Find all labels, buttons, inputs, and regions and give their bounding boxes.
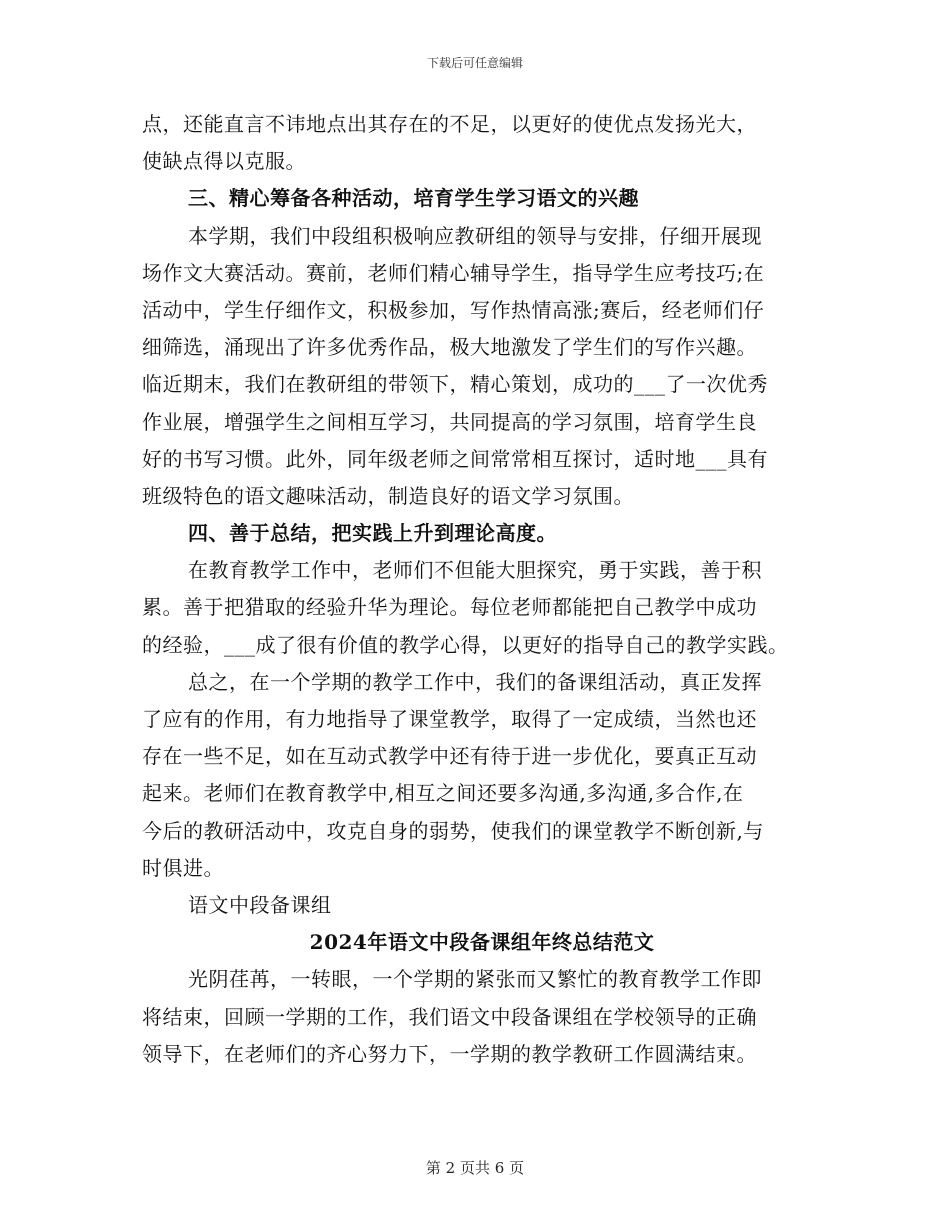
text-line: 将结束，回顾一学期的工作，我们语文中段备课组在学校领导的正确 (142, 1004, 757, 1029)
text-line: 使缺点得以克服。 (142, 149, 306, 174)
text-line: 存在一些不足，如在互动式教学中还有待于进一步优化，要真正互动 (142, 744, 757, 769)
text-line: 场作文大赛活动。赛前，老师们精心辅导学生，指导学生应考技巧;在 (142, 260, 765, 285)
text-line: 好的书写习惯。此外，同年级老师之间常常相互探讨，适时地___具有 (142, 446, 768, 471)
text-line: 总之，在一个学期的教学工作中，我们的备课组活动，真正发挥 (188, 669, 762, 694)
text-line: 累。善于把猎取的经验升华为理论。每位老师都能把自己教学中成功 (142, 595, 757, 620)
text-line: 了应有的作用，有力地指导了课堂教学，取得了一定成绩，当然也还 (142, 707, 757, 731)
document-title: 2024年语文中段备课组年终总结范文 (309, 930, 655, 955)
section-heading: 三、精心筹备各种活动，培育学生学习语文的兴趣 (188, 186, 639, 211)
text-line: 领导下，在老师们的齐心努力下，一学期的教学教研工作圆满结束。 (142, 1041, 757, 1066)
text-line: 临近期末，我们在教研组的带领下，精心策划，成功的___了一次优秀 (142, 372, 768, 397)
text-line: 活动中，学生仔细作文，积极参加，写作热情高涨;赛后，经老师们仔 (142, 297, 765, 322)
text-line: 起来。老师们在教育教学中,相互之间还要多沟通,多沟通,多合作,在 (142, 781, 744, 806)
text-line: 的经验，___成了很有价值的教学心得，以更好的指导自己的教学实践。 (142, 632, 789, 657)
text-line: 细筛选，涌现出了许多优秀作品，极大地激发了学生们的写作兴趣。 (142, 335, 757, 360)
text-line: 时俱进。 (142, 855, 224, 880)
text-line: 光阴荏苒，一转眼，一个学期的紧张而又繁忙的教育教学工作即 (188, 967, 762, 992)
page-header: 下载后可任意编辑 (426, 56, 523, 70)
text-line: 作业展，增强学生之间相互学习，共同提高的学习氛围，培育学生良 (142, 409, 757, 434)
text-line: 语文中段备课组 (188, 892, 332, 917)
text-line: 今后的教研活动中，攻克自身的弱势，使我们的课堂教学不断创新,与 (142, 818, 764, 843)
document-body (142, 106, 822, 1073)
text-line: 班级特色的语文趣味活动，制造良好的语文学习氛围。 (142, 483, 634, 508)
text-line: 在教育教学工作中，老师们不但能大胆探究，勇于实践，善于积 (188, 558, 762, 583)
text-line: 本学期，我们中段组积极响应教研组的领导与安排，仔细开展现 (188, 223, 762, 248)
text-line: 点，还能直言不讳地点出其存在的不足，以更好的使优点发扬光大， (142, 112, 757, 136)
section-heading: 四、善于总结，把实践上升到理论高度。 (188, 521, 557, 546)
page-footer: 第 2 页共 6 页 (425, 1159, 525, 1177)
